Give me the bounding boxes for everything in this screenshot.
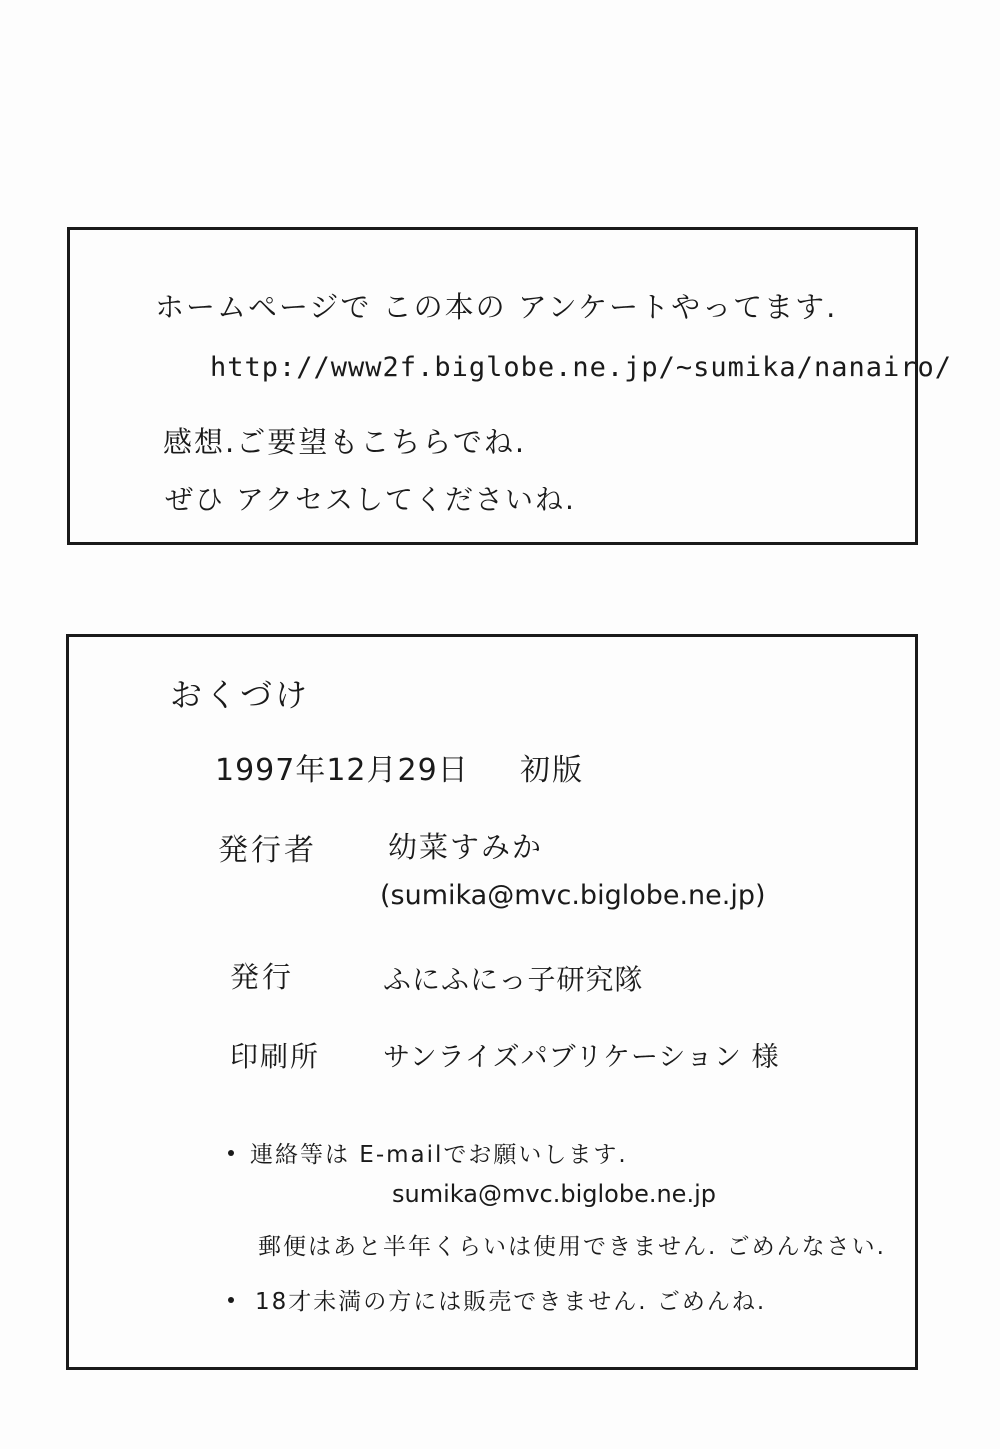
bullet-dot: [228, 1150, 234, 1156]
notice-access-text: ぜひ アクセスしてくださいね.: [165, 483, 576, 516]
publication-date: 1997年12月29日: [215, 753, 469, 788]
printer-label: 印刷所: [230, 1040, 321, 1073]
notice-survey-text: ホームページで この本の アンケートやってます.: [155, 290, 838, 324]
age-restriction-note: 18才未満の方には販売できません. ごめんね.: [255, 1289, 767, 1315]
issuer-name: ふにふにっ子研究隊: [383, 963, 644, 996]
edition-label: 初版: [520, 753, 584, 788]
contact-note: 連絡等は E-mailでお願いします.: [250, 1142, 628, 1168]
mail-note: 郵便はあと半年くらいは使用できません. ごめんなさい.: [258, 1234, 886, 1260]
contact-email: sumika@mvc.biglobe.ne.jp: [392, 1180, 716, 1208]
publisher-label: 発行者: [218, 833, 317, 868]
publisher-name: 幼菜すみか: [388, 830, 544, 864]
notice-url: http://www2f.biglobe.ne.jp/~sumika/nanairo/: [210, 352, 952, 383]
notice-feedback-text: 感想.ご要望もこちらでね.: [163, 425, 527, 459]
bullet-dot: [228, 1297, 234, 1303]
colophon-title: おくづけ: [170, 676, 311, 714]
printer-name: サンライズパブリケーション 様: [383, 1042, 780, 1073]
issuer-label: 発行: [230, 960, 295, 994]
publisher-email: (sumika@mvc.biglobe.ne.jp): [380, 880, 766, 911]
